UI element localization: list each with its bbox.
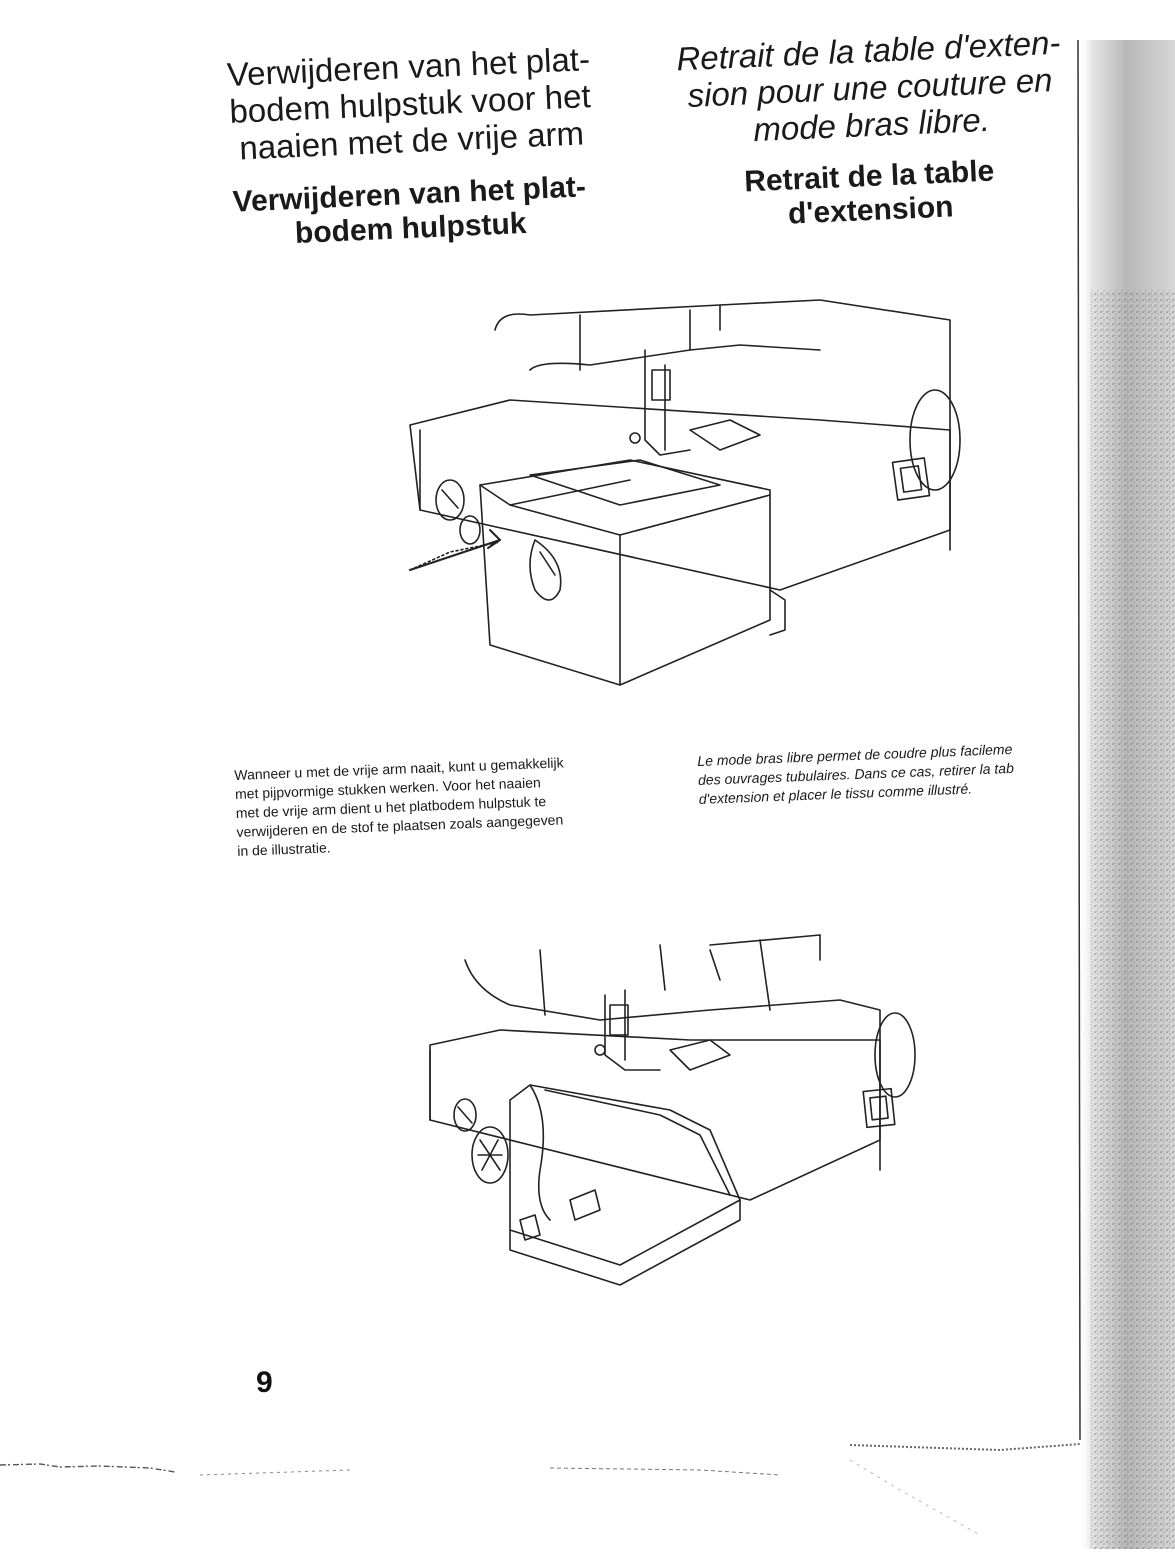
french-main-title: Retrait de la table d'exten- sion pour une couture en mode bras libre. <box>675 23 1062 149</box>
dutch-sub-title: Verwijderen van het plat- bodem hulpstuk <box>231 170 587 251</box>
page-number: 9 <box>256 1366 273 1399</box>
sewing-machine-icon <box>390 290 980 710</box>
serger-free-arm-illustration <box>420 930 940 1310</box>
french-body-text: Le mode bras libre permet de coudre plus facileme des ouvrages tubulaires. Dans ce cas, retirer la tab d'extension et placer le tissu comme illustré. <box>697 740 1015 807</box>
scan-bottom-noise <box>0 1440 1175 1549</box>
dutch-main-title: Verwijderen van het plat- bodem hulpstuk voor het naaien met de vrije arm <box>226 40 592 167</box>
scan-binding-shadow <box>1070 40 1175 1549</box>
serger-with-extension-table-illustration <box>390 290 980 710</box>
sewing-machine-icon <box>420 930 940 1310</box>
dutch-body-text: Wanneer u met de vrije arm naait, kunt u gemakkelijk met pijpvormige stukken werken. Voor het naaien met de vrije arm dient u het platbodem hulpstuk te verwijderen en de stof te plaatsen zoals aangegeven in de illustratie. <box>234 754 564 859</box>
french-sub-title: Retrait de la table d'extension <box>743 154 995 231</box>
